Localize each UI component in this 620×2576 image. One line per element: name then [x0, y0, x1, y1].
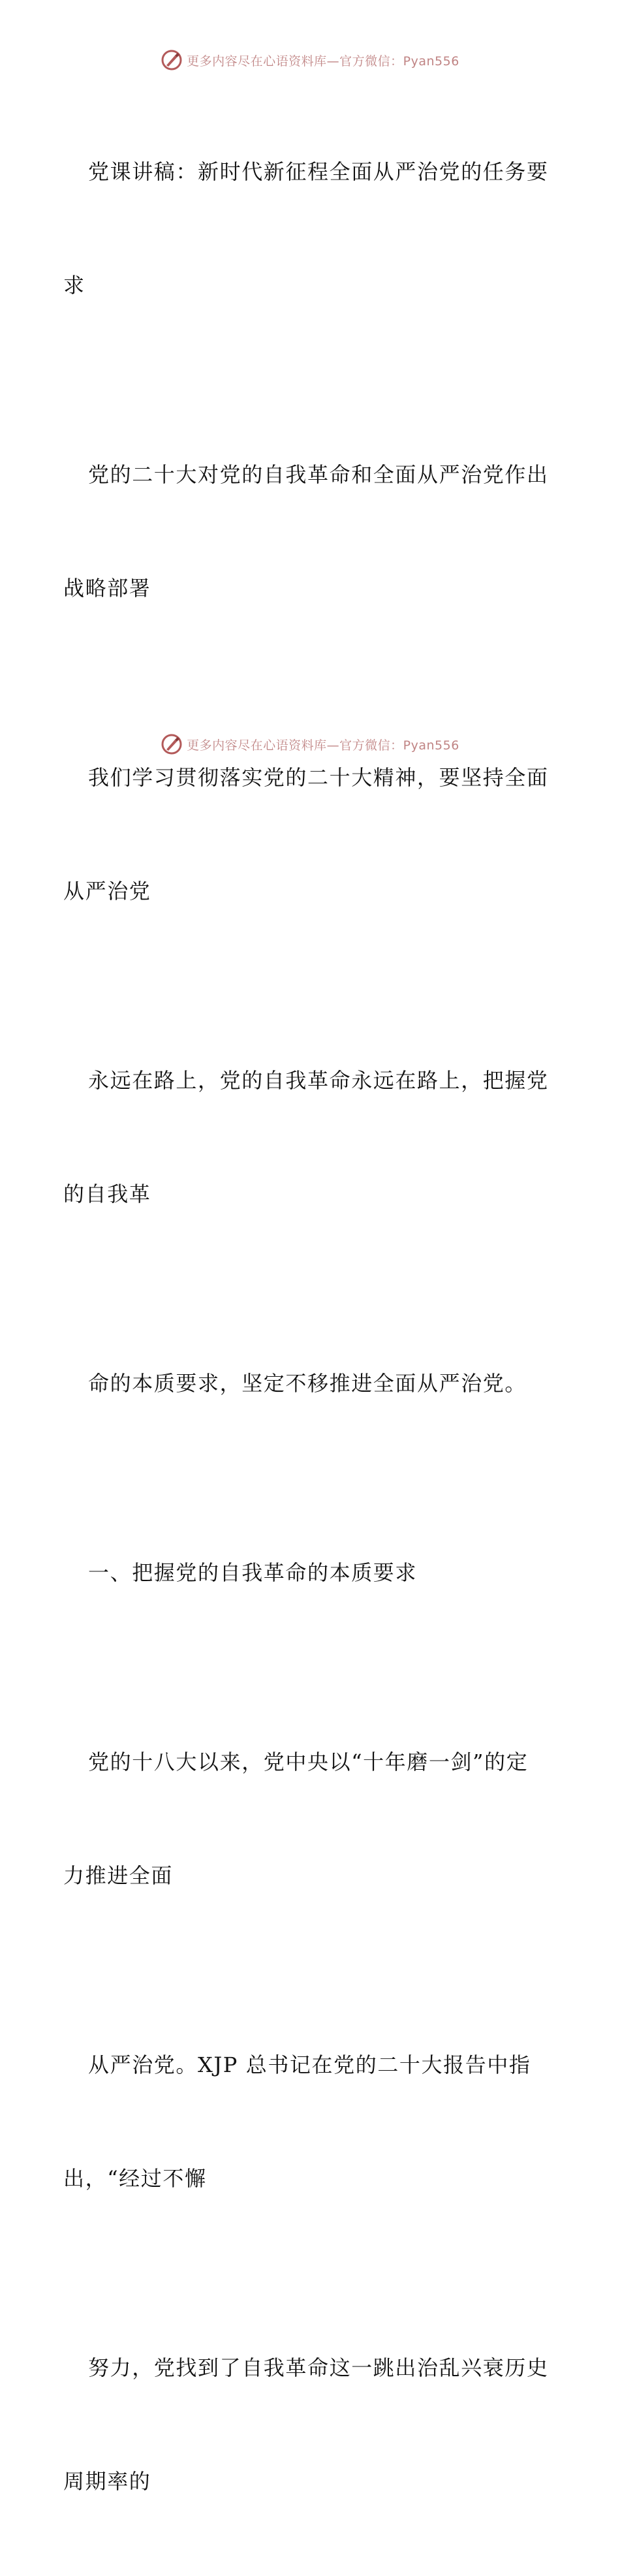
paragraph-line-wrap: 的自我革	[63, 1182, 151, 1206]
document-body	[63, 77, 559, 2576]
paragraph	[63, 2273, 559, 2576]
paragraph	[63, 1970, 559, 2273]
paragraph	[63, 1667, 559, 1970]
paragraph-line: 从严治党。XJP 总书记在党的二十大报告中指	[88, 2052, 531, 2077]
paragraph-line: 党的十八大以来，党中央以“十年磨一剑”的定	[88, 1750, 529, 1774]
footer-banner-text: 更多内容尽在心语资料库—官方微信：Pyan556	[187, 738, 459, 753]
footer-banner	[0, 731, 620, 757]
pen-seal-icon	[161, 733, 183, 755]
paragraph-line-wrap: 出，“经过不懈	[63, 2166, 207, 2191]
paragraph	[63, 380, 559, 683]
paragraph-line: 永远在路上，党的自我革命永远在路上，把握党	[88, 1068, 549, 1093]
paragraph-line: 我们学习贯彻落实党的二十大精神，要坚持全面	[88, 765, 549, 790]
paragraph-title	[63, 77, 559, 380]
paragraph-line: 努力，党找到了自我革命这一跳出治乱兴衰历史	[88, 2355, 549, 2380]
paragraph	[63, 1289, 559, 1478]
paragraph	[63, 683, 559, 986]
paragraph-line-wrap: 战略部署	[63, 576, 151, 601]
paragraph-line-wrap: 周期率的	[63, 2469, 151, 2494]
paragraph-line: 命的本质要求，坚定不移推进全面从严治党。	[88, 1371, 527, 1396]
header-banner-text: 更多内容尽在心语资料库—官方微信：Pyan556	[187, 54, 459, 69]
paragraph	[63, 986, 559, 1289]
paragraph-line-wrap: 从严治党	[63, 879, 151, 903]
title-line-wrap: 求	[63, 273, 85, 298]
pen-seal-icon	[161, 49, 183, 71]
paragraph-line-wrap: 力推进全面	[63, 1863, 174, 1888]
section-heading-line: 一、把握党的自我革命的本质要求	[88, 1560, 418, 1585]
section-heading	[63, 1478, 559, 1667]
paragraph-line: 党的二十大对党的自我革命和全面从严治党作出	[88, 462, 549, 487]
header-banner	[0, 47, 620, 73]
title-line: 党课讲稿：新时代新征程全面从严治党的任务要	[88, 159, 549, 184]
